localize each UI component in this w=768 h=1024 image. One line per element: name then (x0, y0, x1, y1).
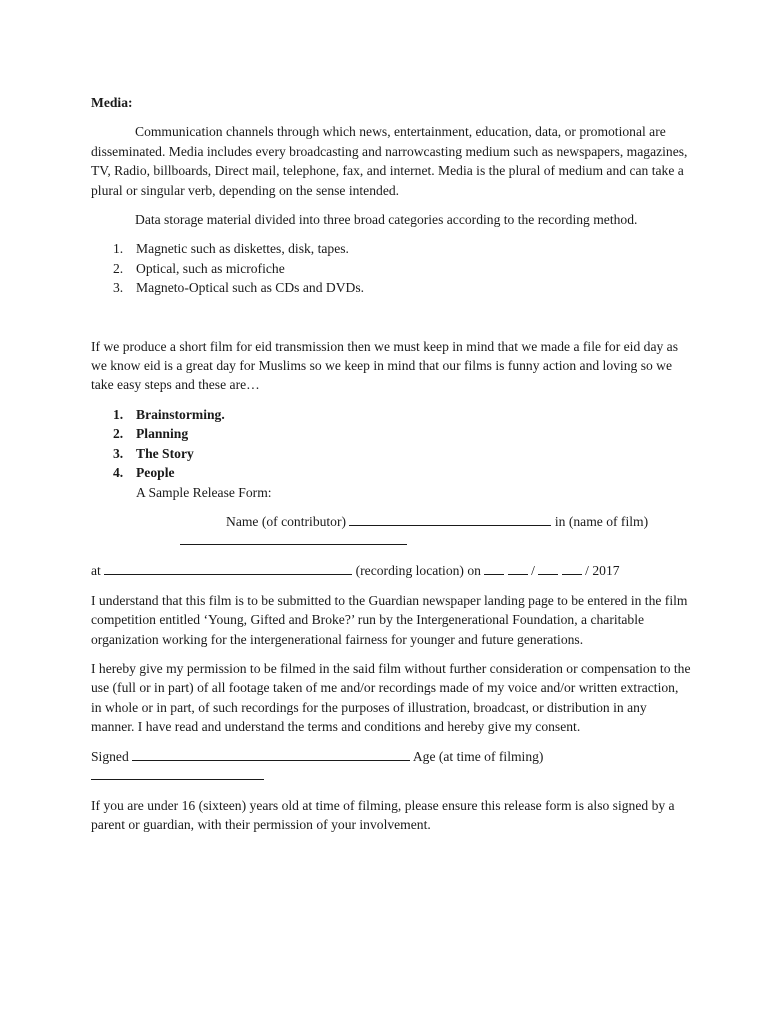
date-year: / 2017 (585, 563, 620, 579)
recording-location-line (91, 561, 691, 580)
age-blank[interactable] (91, 766, 264, 780)
signed-label: Signed (91, 748, 129, 764)
date-month-blank-2[interactable] (562, 561, 582, 575)
list-item: 2. Planning (113, 426, 189, 442)
production-steps-list (91, 405, 691, 483)
list-item: 2. Optical, such as microfiche (113, 260, 285, 276)
signature-line (91, 747, 691, 766)
permission-paragraph: I hereby give my permission to be filmed in the said film without further consideration or compensation to the use (full or in part) of all footage taken of me and/or recordings made of my voice and/or written extraction, in whole or in part, of such recordings for the purposes of illustration, broadcast, or distribution in any manner. I have read and understand the terms and conditions and hereby give my consent. (91, 660, 691, 735)
list-item: 3. Magneto-Optical such as CDs and DVDs. (113, 280, 365, 296)
list-item: 1. Brainstorming. (113, 406, 225, 422)
list-item: 1. Magnetic such as diskettes, disk, tapes. (113, 241, 349, 257)
film-name-blank[interactable] (180, 531, 407, 545)
data-storage-paragraph: Data storage material divided into three broad categories according to the recording method. (135, 212, 638, 228)
under-16-paragraph: If you are under 16 (sixteen) years old at time of filming, please ensure this release form is also signed by a parent or guardian, with their permission of your involvement. (91, 797, 675, 833)
storage-categories-list (91, 239, 691, 297)
document-content (91, 93, 691, 835)
understanding-paragraph: I understand that this film is to be submitted to the Guardian newspaper landing page to be entered in the film competition entitled ‘Young, Gifted and Broke?’ run by the Intergenerational Foundation, a charitable organization working for the intergenerational fairness for younger and future generations. (91, 592, 688, 647)
age-line (91, 766, 691, 796)
contributor-name-line (91, 512, 691, 531)
contributor-name-blank[interactable] (349, 512, 551, 526)
release-form-title: A Sample Release Form: (136, 484, 272, 500)
eid-film-paragraph: If we produce a short film for eid transmission then we must keep in mind that we made a file for eid day as we know eid is a great day for Muslims so we keep in mind that our films is funny action and loving so we take easy steps and these are… (91, 338, 679, 393)
film-name-label: in (name of film) (554, 513, 649, 529)
name-label: Name (of contributor) (226, 513, 347, 529)
recording-location-label: (recording location) on (355, 563, 481, 579)
date-separator: / (531, 563, 535, 579)
media-heading: Media: (91, 95, 133, 110)
recording-location-blank[interactable] (104, 561, 352, 575)
film-name-line (91, 531, 691, 561)
signature-blank[interactable] (132, 747, 410, 761)
spacer (91, 298, 691, 337)
date-month-blank-1[interactable] (538, 561, 558, 575)
at-label: at (91, 563, 101, 579)
list-item: 4. People (113, 465, 175, 481)
date-day-blank-1[interactable] (484, 561, 504, 575)
age-label: Age (at time of filming) (412, 748, 544, 764)
date-day-blank-2[interactable] (508, 561, 528, 575)
list-item: 3. The Story (113, 445, 194, 461)
media-definition-paragraph: Communication channels through which news, entertainment, education, data, or promotional are disseminated. Media includes every broadcasting and narrowcasting medium such as newspapers, magazines, TV, Radio, billboards, Direct mail, telephone, fax, and internet. Media is the plural of medium and can take a plural or singular verb, depending on the sense intended. (91, 124, 688, 198)
